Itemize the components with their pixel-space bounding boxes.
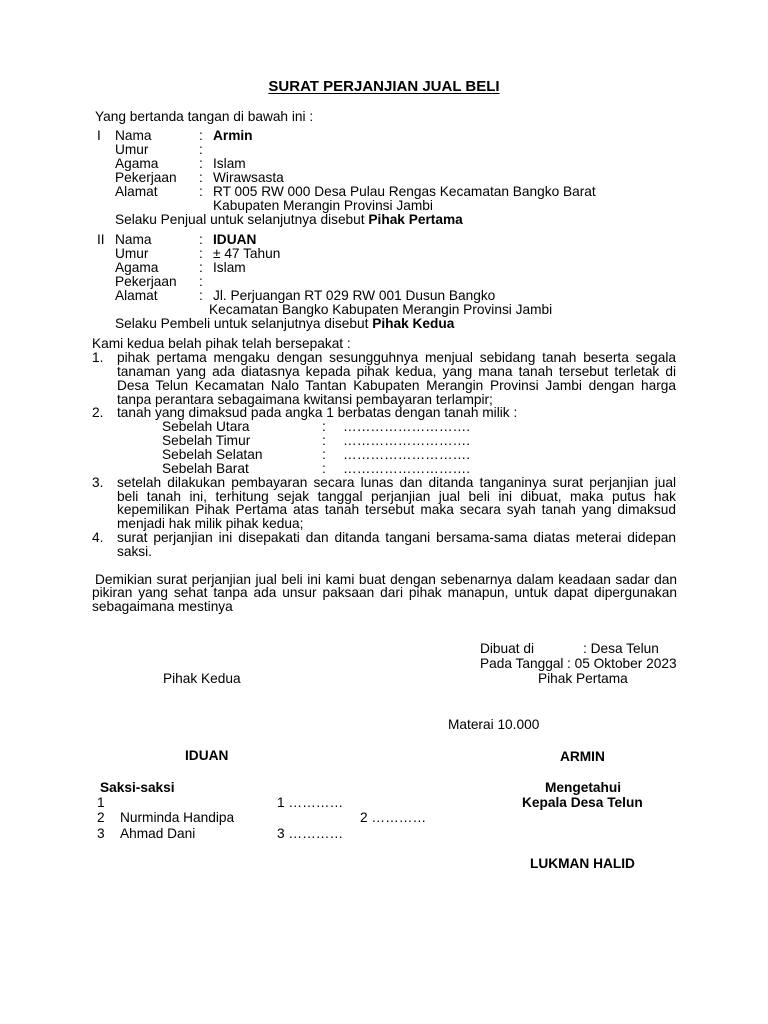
party-1-role-line (115, 213, 463, 227)
field-colon: : (199, 260, 203, 275)
party-2-signature-name: IDUAN (185, 748, 229, 763)
item-text-line: tanpa perantara sebagaimana kwitansi pembayaran terlampir; (117, 392, 493, 407)
field-colon: : (567, 656, 571, 671)
field-colon: : (199, 288, 203, 303)
field-colon: : (322, 461, 326, 476)
alamat-label: Alamat (115, 288, 158, 303)
party-2-agama-row (0, 261, 768, 275)
item-text-line: saksi. (117, 544, 152, 559)
pekerjaan-label: Pekerjaan (115, 274, 177, 289)
item-text-line: surat perjanjian ini disepakati dan ditanda tangani bersama-sama diatas meterai didepan (117, 530, 676, 545)
witness-name: Nurminda Handipa (120, 810, 235, 825)
witness-signature-line: 2 ………… (360, 810, 427, 825)
witness-signature-line: 1 ………… (277, 795, 344, 810)
field-colon: : (322, 419, 326, 434)
witness-number: 3 (97, 826, 105, 841)
party-1-pekerjaan-row (0, 171, 768, 185)
list-number: 1. (92, 350, 104, 365)
party-2-role-name: Pihak Kedua (372, 316, 455, 331)
field-colon: : (322, 447, 326, 462)
date-value: 05 Oktober 2023 (574, 656, 677, 671)
witness-number: 2 (97, 810, 105, 825)
item-text-line: beli tanah ini, terhitung sejak tanggal perjanjian jual beli ini dibuat, maka putus hak (117, 489, 676, 504)
party-2-pekerjaan-row (0, 275, 768, 289)
nama-label: Nama (115, 232, 152, 247)
party-2-agama-value: Islam (213, 260, 246, 275)
party-2-nama-value: IDUAN (213, 232, 257, 247)
boundary-row-east (0, 434, 768, 448)
pekerjaan-label: Pekerjaan (115, 170, 177, 185)
agreement-intro: Kami kedua belah pihak telah bersepakat : (92, 336, 351, 351)
boundary-value: ………………………. (343, 447, 470, 462)
item-text-line: pihak pertama mengaku dengan sesungguhnya menjual sebidang tanah beserta segala (117, 350, 676, 365)
party-2-alamat-line-1: Jl. Perjuangan RT 029 RW 001 Dusun Bangko (213, 288, 496, 303)
party-2-umur-row (0, 247, 768, 261)
document-title: SURAT PERJANJIAN JUAL BELI (268, 78, 500, 95)
party-2-number: II (97, 232, 105, 247)
witnesses-heading: Saksi-saksi (100, 780, 175, 795)
place-row (0, 642, 768, 656)
item-text-line: tanaman yang ada diatasnya kepada pihak kedua, yang mana tanah tersebut terletak di (117, 364, 676, 379)
field-colon: : (199, 170, 203, 185)
party-2-role-text: Selaku Pembeli untuk selanjutnya disebut (115, 316, 369, 331)
village-head-name: LUKMAN HALID (530, 856, 635, 871)
field-colon: : (199, 246, 203, 261)
place-value: Desa Telun (590, 641, 659, 656)
boundary-value: ………………………. (343, 461, 470, 476)
party-1-agama-row (0, 157, 768, 171)
field-colon: : (583, 641, 587, 656)
boundary-label: Sebelah Selatan (162, 447, 263, 462)
boundary-value: ………………………. (343, 419, 470, 434)
party-1-role-name: Pihak Pertama (368, 212, 463, 227)
party-1-pekerjaan-value: Wirawsasta (213, 170, 284, 185)
list-number: 2. (92, 405, 104, 420)
party-2-umur-value: ± 47 Tahun (213, 246, 281, 261)
party-2-nama-row (0, 233, 768, 247)
place-label: Dibuat di (480, 641, 535, 656)
party-1-alamat-line-2: Kabupaten Merangin Provinsi Jambi (213, 198, 433, 213)
party-2-signature-title: Pihak Kedua (163, 671, 241, 686)
field-colon: : (199, 142, 203, 157)
field-colon: : (199, 184, 203, 199)
witness-number: 1 (97, 795, 105, 810)
party-1-umur-row (0, 143, 768, 157)
date-value-group (567, 657, 677, 671)
party-1-role-text: Selaku Penjual untuk selanjutnya disebut (115, 212, 365, 227)
party-1-signature-name: ARMIN (560, 749, 605, 764)
party-1-agama-value: Islam (213, 156, 246, 171)
date-row (0, 657, 768, 671)
party-2-role-line (115, 317, 454, 331)
acknowledgement-heading: Mengetahui (545, 780, 622, 795)
boundary-value: ………………………. (343, 433, 470, 448)
field-colon: : (199, 156, 203, 171)
boundary-row-south (0, 448, 768, 462)
witness-row (0, 811, 768, 825)
party-1-nama-row (0, 129, 768, 143)
boundary-row-north (0, 420, 768, 434)
boundary-row-west (0, 462, 768, 476)
closing-line: Demikian surat perjanjian jual beli ini kami buat dengan sebenarnya dalam keadaan sadar dan (95, 572, 677, 587)
village-head-title: Kepala Desa Telun (522, 795, 643, 810)
agama-label: Agama (115, 260, 159, 275)
boundary-label: Sebelah Timur (162, 433, 251, 448)
umur-label: Umur (115, 246, 149, 261)
field-colon: : (199, 274, 203, 289)
umur-label: Umur (115, 142, 149, 157)
party-1-number: I (97, 128, 101, 143)
witness-name: Ahmad Dani (120, 826, 196, 841)
party-1-alamat-continuation (0, 199, 768, 213)
list-number: 3. (92, 475, 104, 490)
party-1-nama-value: Armin (213, 128, 253, 143)
item-text-line: tanah yang dimaksud pada angka 1 berbatas dengan tanah milik : (117, 405, 518, 420)
boundary-label: Sebelah Barat (162, 461, 249, 476)
closing-line: pikiran yang sehat tanpa ada unsur paksaan dari pihak manapun, untuk dapat dipergunakan (92, 585, 677, 600)
boundary-label: Sebelah Utara (162, 419, 250, 434)
item-text-line: kepemilikan Pihak Pertama atas tanah tersebut maka secara syah tanah yang dimaksud (117, 502, 676, 517)
agama-label: Agama (115, 156, 159, 171)
party-2-alamat-continuation (0, 303, 768, 317)
nama-label: Nama (115, 128, 152, 143)
party-1-alamat-row (0, 185, 768, 199)
alamat-label: Alamat (115, 184, 158, 199)
intro-text: Yang bertanda tangan di bawah ini : (95, 109, 314, 124)
stamp-duty-note: Materai 10.000 (448, 717, 540, 732)
party-2-alamat-line-2: Kecamatan Bangko Kabupaten Merangin Provinsi Jambi (209, 302, 553, 317)
witness-row (0, 796, 768, 810)
item-text-line: setelah dilakukan pembayaran secara lunas dan ditanda tanganinya surat perjanjian jual (117, 475, 676, 490)
item-text-line: Desa Telun Kecamatan Nalo Tantan Kabupaten Merangin Provinsi Jambi dengan harga (117, 378, 676, 393)
date-label: Pada Tanggal (480, 656, 564, 671)
witness-row (0, 827, 768, 841)
party-2-alamat-row (0, 289, 768, 303)
list-number: 4. (92, 530, 104, 545)
witness-signature-line: 3 ………… (277, 826, 344, 841)
place-value-group (583, 642, 659, 656)
field-colon: : (199, 232, 203, 247)
field-colon: : (199, 128, 203, 143)
party-1-alamat-line-1: RT 005 RW 000 Desa Pulau Rengas Kecamatan Bangko Barat (213, 184, 596, 199)
field-colon: : (322, 433, 326, 448)
closing-line: sebagaimana mestinya (92, 599, 233, 614)
party-1-signature-title: Pihak Pertama (538, 671, 628, 686)
item-text-line: menjadi hak milik pihak kedua; (117, 516, 304, 531)
